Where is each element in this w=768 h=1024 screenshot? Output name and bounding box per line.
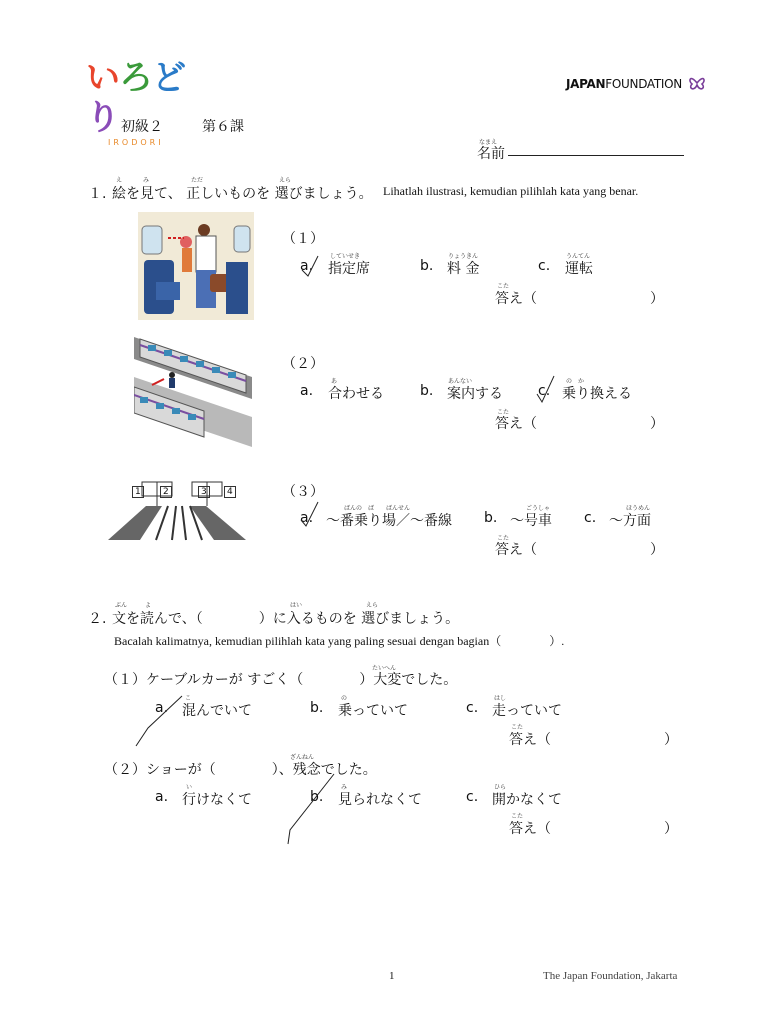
s2-q1-option-a[interactable]: 混んでいて [182,703,252,719]
q1-option-b-letter[interactable]: b. [420,258,434,274]
section2-instruction-id: Bacalah kalimatnya, kemudian pilihlah kata yang paling sesuai dengan bagian（ ）. [114,634,565,648]
s2-q1-answer-label: 答え（ [509,732,551,748]
q1-option-a-letter[interactable]: a. [300,258,314,274]
s2-q1-answer-field[interactable] [552,727,660,745]
butterfly-icon [686,72,708,94]
s2-q2-option-a[interactable]: 行けなくて [182,792,252,808]
q1-check-mark [298,254,322,278]
s2-q1-sentence: （１）ケーブルカーが すごく（ ）大変でした。 [104,672,458,688]
level-label: 初級２ [121,119,163,135]
s2-q2-option-b[interactable]: 見られなくて [338,792,422,808]
s2-q1-option-b[interactable]: 乗っていて [338,703,408,719]
q3-option-a-letter[interactable]: a. [300,510,314,526]
s2-q2-check-mark [286,772,336,846]
q3-answer-label: 答え（ [495,542,537,558]
s2-q2-answer-field[interactable] [552,816,660,834]
s2-q1-check-mark [134,694,184,748]
platform-number-1: 1 [132,486,144,498]
logo-kana: いろどり [86,58,185,138]
q2-label: （２） [282,356,324,372]
logo-roman: IRODORI [108,138,164,147]
section2-instruction-jp: 文を読んで、（ ）に入るものを 選びましょう。 [112,611,460,627]
q2-answer-label: 答え（ [495,416,537,432]
section1-instruction-jp: 絵を見て、 正しいものを 選びましょう。 [112,186,373,202]
platform-number-3: 3 [198,486,210,498]
q3-option-b[interactable]: ～号車 [510,513,552,529]
section1-number: １. [88,186,107,202]
platform-number-4: 4 [224,486,236,498]
q1-option-a[interactable]: 指定席 [328,261,370,277]
s2-q2-sentence: （２）ショーが（ ）、残念でした。 [104,762,377,778]
footer-credit: The Japan Foundation, Jakarta [543,970,678,982]
q2-option-b[interactable]: 案内する [447,386,503,402]
q2-answer-field[interactable] [538,411,648,429]
platform-number-illustration [106,480,266,542]
q3-answer-field[interactable] [538,537,648,555]
japan-foundation-logo: JAPANFOUNDATION [566,72,708,94]
q2-option-c-letter[interactable]: c. [538,383,551,399]
q3-label: （３） [282,484,324,500]
q3-option-c-letter[interactable]: c. [584,510,597,526]
q1-answer-label: 答え（ [495,291,537,307]
s2-q2-option-b-letter[interactable]: b. [310,789,324,805]
q1-label: （１） [282,231,324,247]
lesson-label: 第６課 [202,119,244,135]
q2-option-a[interactable]: 合わせる [328,386,384,402]
s2-q2-option-c-letter[interactable]: c. [466,789,479,805]
q3-option-b-letter[interactable]: b. [484,510,498,526]
s2-q2-answer-label: 答え（ [509,821,551,837]
q2-option-b-letter[interactable]: b. [420,383,434,399]
name-field[interactable] [508,155,684,156]
page-number: 1 [389,970,395,982]
s2-q1-option-c-letter[interactable]: c. [466,700,479,716]
q1-option-c-letter[interactable]: c. [538,258,551,274]
q2-check-mark [534,374,558,404]
platform-number-2: 2 [160,486,172,498]
q3-option-a[interactable]: ～番乗り場／～番線 [326,513,452,529]
train-seat-illustration [138,212,254,320]
s2-q1-option-b-letter[interactable]: b. [310,700,324,716]
s2-q2-option-c[interactable]: 開かなくて [492,792,562,808]
q1-answer-field[interactable] [538,286,648,304]
q2-option-c[interactable]: 乗り換える [562,386,632,402]
name-ruby: なまえ [479,139,498,146]
q2-option-a-letter[interactable]: a. [300,383,314,399]
q3-option-c[interactable]: ～方面 [609,513,651,529]
s2-q2-option-a-letter[interactable]: a. [155,789,169,805]
s2-q1-option-c[interactable]: 走っていて [492,703,562,719]
q1-option-c[interactable]: 運転 [565,261,593,277]
s2-q1-option-a-letter[interactable]: a. [155,700,169,716]
section1-instruction-id: Lihatlah ilustrasi, kemudian pilihlah kata yang benar. [383,184,639,198]
train-transfer-illustration [134,337,252,447]
q3-check-mark [298,500,322,528]
q1-option-b[interactable]: 料 金 [447,261,480,277]
name-label: 名前 [477,146,505,162]
section2-number: ２. [88,611,107,627]
